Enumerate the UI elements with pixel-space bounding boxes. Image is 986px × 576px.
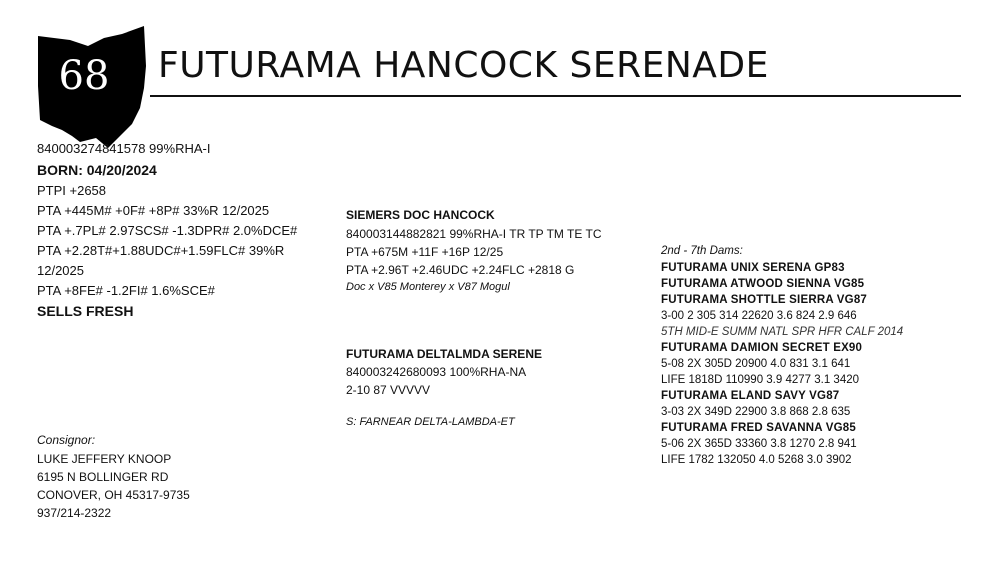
- sire-pta: PTA +675M +11F +16P 12/25: [346, 245, 504, 259]
- pta-line: 12/2025: [37, 263, 84, 278]
- pta-line: PTA +.7PL# 2.97SCS# -1.3DPR# 2.0%DCE#: [37, 223, 298, 238]
- dam-name: FUTURAMA DELTALMDA SERENE: [346, 347, 542, 361]
- dams-line: LIFE 1782 132050 4.0 5268 3.0 3902: [661, 454, 852, 466]
- dams-line: 5-06 2X 365D 33360 3.8 1270 2.8 941: [661, 438, 857, 450]
- title-divider: [150, 95, 961, 97]
- dams-line: FUTURAMA ELAND SAVY VG87: [661, 390, 840, 402]
- sells-status: SELLS FRESH: [37, 303, 134, 319]
- consignor-address: 6195 N BOLLINGER RD: [37, 470, 169, 484]
- dams-label: 2nd - 7th Dams:: [661, 245, 743, 257]
- pta-line: PTA +445M# +0F# +8P# 33%R 12/2025: [37, 203, 270, 218]
- dams-line: 3-00 2 305 314 22620 3.6 824 2.9 646: [661, 310, 857, 322]
- consignor-phone: 937/214-2322: [37, 506, 112, 520]
- sire-registration: 840003144882821 99%RHA-I TR TP TM TE TC: [346, 227, 602, 241]
- registration-number: 840003274841578 99%RHA-I: [37, 141, 211, 156]
- dam-record: 2-10 87 VVVVV: [346, 383, 431, 397]
- dams-line: FUTURAMA SHOTTLE SIERRA VG87: [661, 294, 868, 306]
- sire-pedigree: Doc x V85 Monterey x V87 Mogul: [346, 281, 510, 293]
- sire-name: SIEMERS DOC HANCOCK: [346, 208, 495, 222]
- dams-line: LIFE 1818D 110990 3.9 4277 3.1 3420: [661, 374, 860, 386]
- consignor-city: CONOVER, OH 45317-9735: [37, 488, 190, 502]
- pta-line: PTA +2.28T#+1.88UDC#+1.59FLC# 39%R: [37, 243, 285, 258]
- dams-line: 5-08 2X 305D 20900 4.0 831 3.1 641: [661, 358, 851, 370]
- page-title: FUTURAMA HANCOCK SERENADE: [158, 45, 769, 86]
- dams-line: 3-03 2X 349D 22900 3.8 868 2.8 635: [661, 406, 851, 418]
- dam-sire-note: S: FARNEAR DELTA-LAMBDA-ET: [346, 416, 515, 428]
- consignor-name: LUKE JEFFERY KNOOP: [37, 452, 172, 466]
- consignor-label: Consignor:: [37, 433, 96, 447]
- pta-line: PTA +8FE# -1.2FI# 1.6%SCE#: [37, 283, 215, 298]
- born-date: BORN: 04/20/2024: [37, 162, 157, 178]
- dam-registration: 840003242680093 100%RHA-NA: [346, 365, 527, 379]
- dams-line: 5TH MID-E SUMM NATL SPR HFR CALF 2014: [661, 326, 904, 338]
- dams-line: FUTURAMA ATWOOD SIENNA VG85: [661, 278, 865, 290]
- dams-line: FUTURAMA DAMION SECRET EX90: [661, 342, 863, 354]
- sire-pta: PTA +2.96T +2.46UDC +2.24FLC +2818 G: [346, 263, 575, 277]
- dams-line: FUTURAMA UNIX SERENA GP83: [661, 262, 845, 274]
- dams-line: FUTURAMA FRED SAVANNA VG85: [661, 422, 856, 434]
- lot-number: 68: [58, 53, 110, 99]
- ptpi-value: PTPI +2658: [37, 183, 107, 198]
